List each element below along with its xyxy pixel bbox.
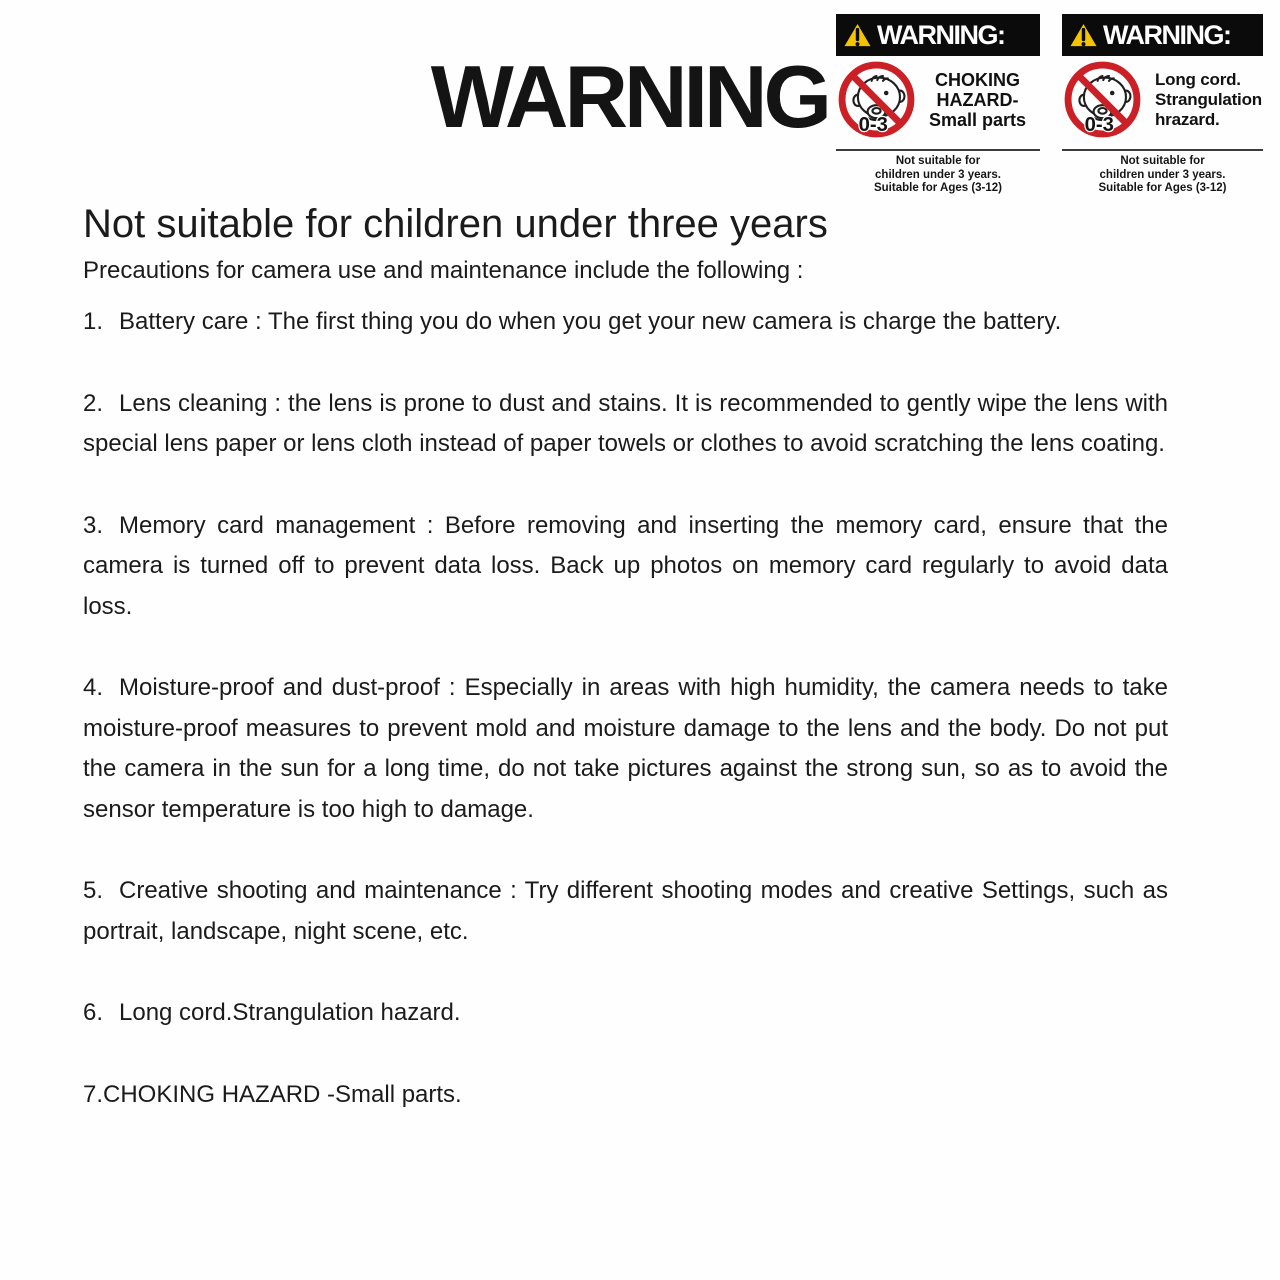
hazard-text: CHOKING HAZARD- Small parts bbox=[928, 69, 1027, 130]
item-number: 7. bbox=[83, 1080, 104, 1108]
item-number: 4. bbox=[83, 674, 104, 701]
badge-footer-text: Not suitable for children under 3 years. Suitable for Ages (3-12) bbox=[873, 155, 1003, 194]
item-text: Battery care : The first thing you do when you get your new camera is charge the battery. bbox=[119, 308, 1062, 335]
item-text: Moisture-proof and dust-proof : Especially in areas with high humidity, the camera needs to take moisture-proof measures to prevent mold and moisture damage to the lens and the body. Do not put the camera in the sun for a long time, do not take pictures against the strong sun, so as to avoid the sensor temperature is too high to damage. bbox=[83, 674, 1168, 823]
age-range-label: 0-3 bbox=[858, 114, 888, 137]
warning-triangle-icon bbox=[841, 20, 874, 50]
document-body bbox=[0, 202, 1280, 1115]
item-number: 1. bbox=[83, 308, 104, 335]
item-number: 3. bbox=[83, 511, 104, 539]
no-children-0-3-icon bbox=[1062, 59, 1143, 140]
precaution-item bbox=[83, 384, 1168, 465]
item-text: CHOKING HAZARD -Small parts. bbox=[103, 1080, 462, 1108]
item-number: 2. bbox=[83, 389, 104, 417]
warning-badge-header bbox=[1062, 14, 1263, 56]
precaution-item bbox=[83, 993, 1168, 1034]
badge-divider bbox=[1062, 149, 1263, 151]
header-region bbox=[0, 0, 1280, 198]
precaution-item bbox=[83, 668, 1168, 830]
badge-divider bbox=[836, 149, 1040, 151]
warning-triangle-icon bbox=[1067, 20, 1100, 50]
badge-warning-label: WARNING: bbox=[1103, 19, 1231, 50]
badge-warning-label: WARNING: bbox=[877, 19, 1005, 50]
page-title: WARNING bbox=[430, 47, 828, 146]
item-number: 5. bbox=[83, 877, 104, 904]
item-text: Long cord.Strangulation hazard. bbox=[119, 999, 461, 1026]
strangulation-hazard-badge bbox=[1062, 14, 1263, 196]
choking-hazard-badge bbox=[836, 14, 1040, 196]
precaution-item bbox=[83, 871, 1168, 952]
item-text: Creative shooting and maintenance : Try different shooting modes and creative Settings, such as portrait, landscape, night scene, etc. bbox=[83, 877, 1168, 945]
precaution-item bbox=[83, 1075, 1168, 1116]
item-text: Memory card management : Before removing and inserting the memory card, ensure that the camera is turned off to prevent data loss. Back up photos on memory card regularly to avoid data loss. bbox=[83, 511, 1168, 620]
hazard-text: Long cord. Strangulation hrazard. bbox=[1155, 69, 1262, 129]
age-range-label: 0-3 bbox=[1084, 114, 1114, 137]
precaution-item bbox=[83, 506, 1168, 628]
badge-body bbox=[836, 59, 1040, 140]
intro-text: Precautions for camera use and maintenance include the following : bbox=[83, 257, 804, 284]
item-number: 6. bbox=[83, 999, 104, 1026]
badge-footer-text: Not suitable for children under 3 years. Suitable for Ages (3-12) bbox=[1098, 155, 1227, 194]
warning-badge-header bbox=[836, 14, 1040, 56]
section-heading: Not suitable for children under three years bbox=[83, 202, 828, 246]
precaution-item bbox=[83, 302, 1168, 343]
badge-body bbox=[1062, 59, 1263, 140]
no-children-0-3-icon bbox=[836, 59, 917, 140]
item-text: Lens cleaning : the lens is prone to dust and stains. It is recommended to gently wipe the lens with special lens paper or lens cloth instead of paper towels or clothes to avoid scratching the lens coating. bbox=[83, 389, 1168, 457]
